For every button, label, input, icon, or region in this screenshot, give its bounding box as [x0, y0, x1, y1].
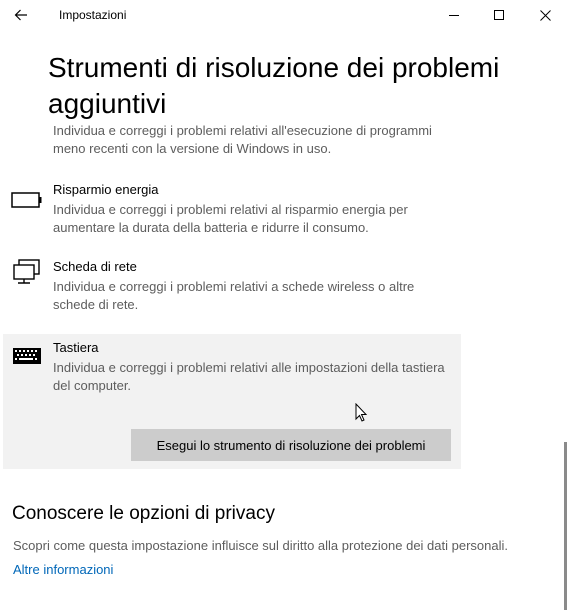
troubleshooter-description: Individua e correggi i problemi relativi a schede wireless o altre schede di rete. [53, 279, 415, 312]
minimize-icon [449, 10, 459, 20]
keyboard-icon [11, 342, 43, 370]
content-scroll-area[interactable] [0, 118, 569, 608]
troubleshooter-item-power[interactable] [3, 178, 461, 246]
battery-icon [11, 186, 43, 214]
troubleshooter-description: Individua e correggi i problemi relativi al risparmio energia per aumentare la durata della batteria e ridurre il consumo. [53, 202, 408, 235]
page-title: Strumenti di risoluzione dei problemi aggiuntivi [48, 52, 500, 119]
network-adapter-icon [11, 259, 43, 287]
troubleshooter-description: Individua e correggi i problemi relativi all'esecuzione di programmi meno recenti con la versione di Windows in uso. [53, 123, 432, 156]
mouse-pointer-icon [355, 403, 369, 423]
troubleshooter-title: Tastiera [53, 340, 99, 355]
back-arrow-icon [14, 9, 28, 21]
more-info-link[interactable]: Altre informazioni [13, 562, 114, 577]
app-title: Impostazioni [59, 8, 127, 22]
troubleshooter-title: Risparmio energia [53, 182, 159, 197]
scrollbar-thumb[interactable] [564, 442, 567, 610]
troubleshooter-item-keyboard[interactable] [3, 334, 461, 469]
title-bar [0, 0, 569, 30]
minimize-button[interactable] [431, 0, 477, 30]
troubleshooter-item-network-adapter[interactable] [3, 255, 461, 323]
back-button[interactable] [6, 2, 36, 28]
maximize-icon [494, 10, 504, 20]
maximize-button[interactable] [476, 0, 522, 30]
troubleshooter-item-compatibility[interactable] [3, 118, 461, 172]
close-icon [540, 10, 551, 21]
troubleshooter-title: Scheda di rete [53, 259, 137, 274]
privacy-section-title: Conoscere le opzioni di privacy [12, 503, 275, 524]
run-troubleshooter-button[interactable]: Esegui lo strumento di risoluzione dei problemi [131, 429, 451, 461]
troubleshooter-description: Individua e correggi i problemi relativi alle impostazioni della tastiera del computer. [53, 360, 445, 393]
close-button[interactable] [522, 0, 568, 30]
privacy-description: Scopri come questa impostazione influisce sul diritto alla protezione dei dati personali. [13, 538, 508, 553]
